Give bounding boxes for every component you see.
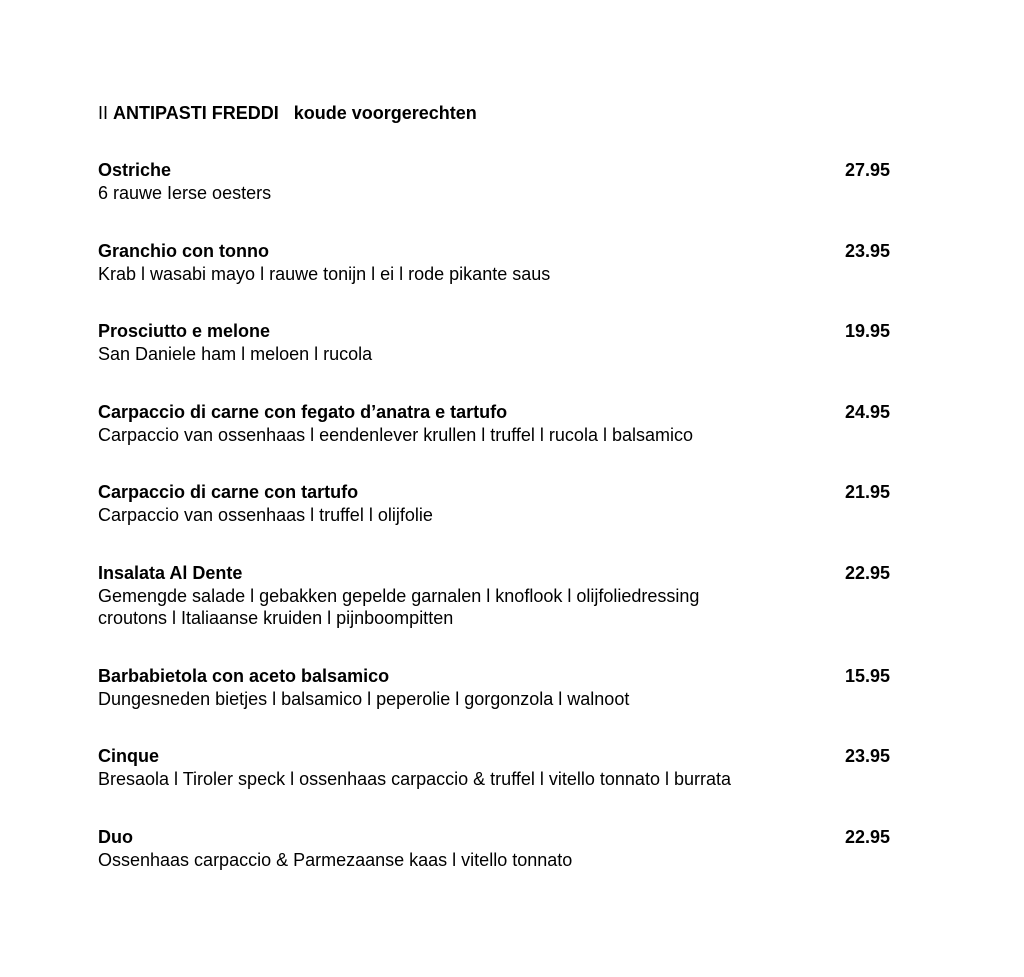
item-description: Ossenhaas carpaccio & Parmezaanse kaas l vitello tonnato bbox=[98, 849, 573, 870]
item-price: 22.95 bbox=[844, 826, 890, 847]
item-price: 27.95 bbox=[844, 160, 890, 180]
menu-item bbox=[98, 240, 890, 286]
item-description: Bresaola l Tiroler speck l ossenhaas carpaccio & truffel l vitello tonnato l burrata bbox=[98, 769, 731, 789]
item-description: 6 rauwe Ierse oesters bbox=[98, 183, 272, 203]
item-price: 15.95 bbox=[844, 665, 890, 686]
item-description: Krab l wasabi mayo l rauwe tonijn l ei l rode pikante saus bbox=[98, 263, 551, 284]
section-title: ANTIPASTI FREDDI bbox=[113, 103, 279, 123]
item-description: Carpaccio van ossenhaas l truffel l olijfolie bbox=[98, 505, 433, 525]
menu-item bbox=[98, 481, 890, 527]
item-description: Dungesneden bietjes l balsamico l peperolie l gorgonzola l walnoot bbox=[98, 688, 630, 709]
menu-item bbox=[98, 401, 890, 447]
menu-list bbox=[98, 159, 890, 906]
section-heading bbox=[98, 102, 477, 124]
item-name: Cinque bbox=[98, 746, 159, 766]
item-description-line-2: croutons l Italiaanse kruiden l pijnboompitten bbox=[98, 608, 454, 628]
item-name: Insalata Al Dente bbox=[98, 562, 243, 583]
menu-item bbox=[98, 745, 890, 791]
menu-item bbox=[98, 562, 890, 630]
menu-item bbox=[98, 159, 890, 205]
item-name: Barbabietola con aceto balsamico bbox=[98, 665, 390, 686]
item-name: Carpaccio di carne con tartufo bbox=[98, 482, 359, 502]
item-description: Gemengde salade l gebakken gepelde garnalen l knoflook l olijfoliedressing bbox=[98, 585, 700, 606]
menu-item bbox=[98, 826, 890, 872]
item-price: 24.95 bbox=[844, 401, 890, 422]
section-number: II bbox=[98, 103, 109, 123]
item-name: Ostriche bbox=[98, 160, 172, 180]
item-price: 23.95 bbox=[844, 240, 890, 261]
menu-item bbox=[98, 665, 890, 711]
item-price: 21.95 bbox=[844, 482, 890, 502]
item-price: 22.95 bbox=[844, 562, 890, 583]
section-subtitle: koude voorgerechten bbox=[293, 103, 477, 123]
item-description: Carpaccio van ossenhaas l eendenlever krullen l truffel l rucola l balsamico bbox=[98, 424, 693, 445]
item-description: San Daniele ham l meloen l rucola bbox=[98, 344, 373, 364]
item-price: 23.95 bbox=[844, 746, 890, 766]
item-name: Granchio con tonno bbox=[98, 240, 269, 261]
menu-item bbox=[98, 320, 890, 366]
item-name: Carpaccio di carne con fegato d’anatra e tartufo bbox=[98, 401, 508, 422]
item-price: 19.95 bbox=[844, 321, 890, 341]
item-name: Prosciutto e melone bbox=[98, 321, 271, 341]
item-name: Duo bbox=[98, 826, 133, 847]
